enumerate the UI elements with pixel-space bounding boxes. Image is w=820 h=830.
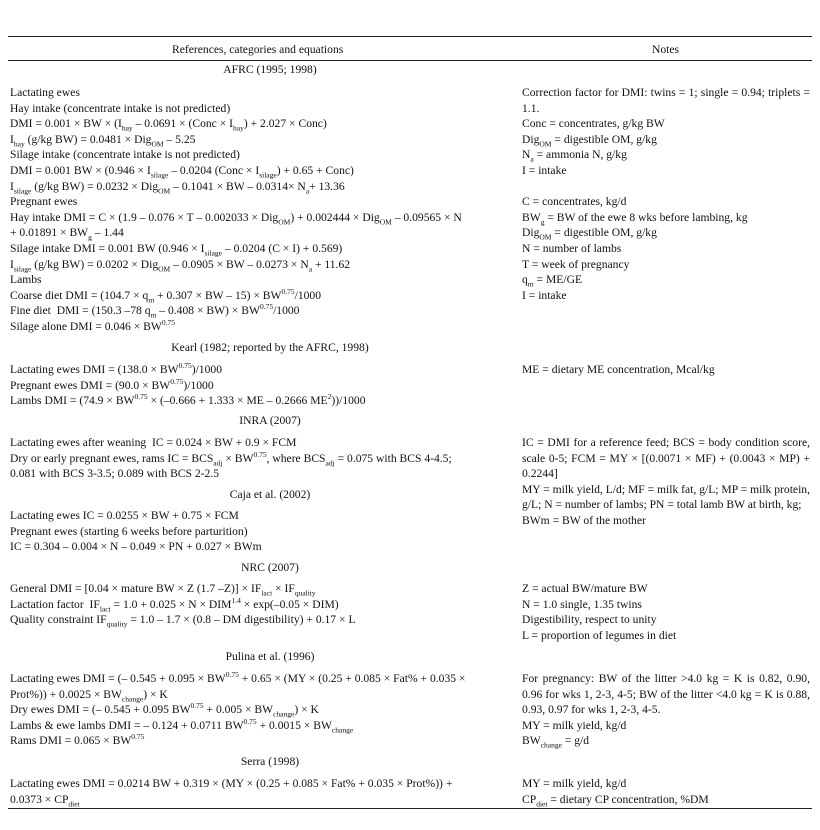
column-header-notes: Notes xyxy=(652,43,680,56)
section-title-kearl: Kearl (1982; reported by the AFRC, 1998) xyxy=(171,341,369,354)
section-nrc-equations xyxy=(10,581,518,628)
section-afrc-notes xyxy=(522,85,810,303)
text-line: DMI = 0.001 BW × ($0.946 \times I_{silage} - 0.0204$ (Conc × $I_{silage}) + 0.65$ + Conc) xyxy=(10,163,354,180)
text-line: N = 1.0 single, 1.35 twins xyxy=(522,597,642,611)
text-line: Conc = concentrates, g/kg BW xyxy=(522,117,665,131)
text-line xyxy=(522,101,810,117)
header-rule xyxy=(8,60,812,61)
text-line: $N_a$ = ammonia N, g/kg xyxy=(522,148,627,164)
text-line: $I_{silage}$ (g/kg BW) = 0.0202 × Dig$_{OM}$ – 0.0905 × BW – $0.0273 \times N_a + 11.62$ xyxy=(10,257,351,273)
section-nrc-notes xyxy=(522,581,810,643)
note-paragraph: BWm = BW of the mother xyxy=(522,513,646,527)
text-line: I = intake xyxy=(522,163,567,177)
text-line: Z = actual BW/mature BW xyxy=(522,582,648,595)
text-line: L = proportion of legumes in diet xyxy=(522,628,677,642)
text-line: Lambs DMI = ($74.9 \times BW^{0.75} \times (-0.666 + 1.333$ × ME – 0.2666 $ME^2))/1000$ xyxy=(10,392,366,408)
text-line: + $0.01891 \times BW_g - 1.44$ xyxy=(10,226,124,242)
section-inra-equations xyxy=(10,435,518,482)
text-line: Prot%)) + $0.0025 \times BW_{change}) \times K$ xyxy=(10,687,168,703)
section-title-nrc: NRC (2007) xyxy=(241,561,299,574)
text-line: Quality constraint $IF_{quality} = 1.0 - 1.7 \times (0.8$ – DM digestibility) + 0.17 × L xyxy=(10,613,356,629)
section-inra-notes xyxy=(522,435,810,529)
note-paragraph: MY = milk yield, L/d; MF = milk fat, g/L; MP = milk protein, g/L; N = number of lambs; PN = total lamb BW at birth, kg; xyxy=(522,482,810,512)
text-line: Pregnant ewes xyxy=(10,195,78,209)
text-line: Coarse diet DMI = ($104.7 \times q_m + 0.307$ × BW – $15) \times BW^{0.75}/1000$ xyxy=(10,286,322,305)
text-line: T = week of pregnancy xyxy=(522,257,630,271)
section-title-pulina: Pulina et al. (1996) xyxy=(225,650,315,663)
text-line: C = concentrates, kg/d xyxy=(522,195,627,209)
text-line: General DMI = [0.04 × mature BW × Z (1.7 $-Z)] \times IF_{lact} \times IF_{quality}$ xyxy=(10,582,316,598)
text-line: 0.081 with BCS 3-3.5; 0.089 with BCS 2-2.5 xyxy=(10,467,220,481)
bottom-rule xyxy=(8,808,812,809)
text-line: Fine diet DMI = (150.3 –78 $q_m - 0.408 \times BW) \times BW^{0.75}/1000$ xyxy=(10,302,300,320)
text-line: Hay intake (concentrate intake is not predicted) xyxy=(10,101,231,115)
column-header-references: References, categories and equations xyxy=(172,43,344,56)
text-line: Lambs & ewe lambs DMI = – 0.124 + 0.0711 $BW^{0.75} + 0.0015 \times BW_{change}$ xyxy=(10,716,354,735)
text-line: Lambs xyxy=(10,273,42,287)
text-line: Pregnant ewes (starting 6 weeks before parturition) xyxy=(10,524,248,538)
note-paragraph: MY = milk yield, kg/d xyxy=(522,718,627,732)
section-afrc-equations xyxy=(10,85,518,335)
text-line: Hay intake DMI = C × (1.9 – 0.076 × T – 0.002033 × Dig$_{OM}$) + 0.002444 × Dig$_{OM}$ – 0.09565 × N xyxy=(10,210,462,227)
text-line: $I_{hay}$ (g/kg BW) = 0.0481 × Dig$_{OM}$ – 5.25 xyxy=(10,132,196,149)
section-kearl-notes xyxy=(522,362,810,378)
section-serra-equations xyxy=(10,776,518,807)
text-line: $0.0373 \times CP_{diet}$ xyxy=(10,792,80,808)
section-pulina-equations xyxy=(10,671,518,749)
text-line: MY = milk yield, kg/d xyxy=(522,777,627,790)
section-pulina-notes xyxy=(522,671,810,749)
section-title-afrc: AFRC (1995; 1998) xyxy=(223,63,317,76)
text-line: Correction factor for DMI: twins = 1; single = 0.94; triplets = 1.1. xyxy=(522,86,810,115)
text-line: Lactating ewes xyxy=(10,86,80,99)
text-line: $I_{silage}$ (g/kg BW) = 0.0232 × Dig$_{OM}$ – 0.1041 × BW – $0.0314\times N_a+ 13.36$ xyxy=(10,179,345,195)
text-line: I = intake xyxy=(522,288,567,302)
text-line: IC = 0.304 – 0.004 × N – 0.049 × PN + 0.027 × BWm xyxy=(10,540,262,554)
text-line: ME = dietary ME concentration, Mcal/kg xyxy=(522,363,715,376)
text-line: Silage alone DMI = $0.046 \times BW^{0.75}$ xyxy=(10,318,175,333)
section-serra-notes xyxy=(522,776,810,807)
text-line: Rams DMI = $0.065 \times BW^{0.75}$ xyxy=(10,732,145,748)
text-line: Dry or early pregnant ewes, rams IC = $BCS_{adj} \times BW^{0.75}$, where $BCS_{adj} = 0.075$ with BCS 4-4.5; xyxy=(10,449,452,467)
text-line: Pregnant ewes DMI = $(90.0 \times BW^{0.75})/1000$ xyxy=(10,376,214,392)
text-line: $CP_{diet}$ = dietary CP concentration, %DM xyxy=(522,792,709,808)
text-line: N = number of lambs xyxy=(522,241,622,255)
text-line: Lactating ewes DMI = (– $0.545 + 0.095 \times BW^{0.75} + 0.65 \times (MY \times (0.25 + 0.085 \times Fat\% + 0.035$ × xyxy=(10,670,466,685)
text-line: $BW_g$ = BW of the ewe 8 wks before lambing, kg xyxy=(522,210,748,227)
section-kearl-equations xyxy=(10,362,518,409)
text-line: Dig$_{OM}$ = digestible OM, g/kg xyxy=(522,132,657,149)
text-line: Dig$_{OM}$ = digestible OM, g/kg xyxy=(522,226,657,242)
text-line: Lactating ewes DMI = $(138.0 \times BW^{0.75})/1000$ xyxy=(10,361,222,376)
text-line: Digestibility, respect to unity xyxy=(522,613,657,627)
text-line: Lactating ewes DMI = 0.0214 BW + 0.319 × (MY × (0.25 + 0.085 × Fat% + 0.035 × Prot%)) + xyxy=(10,777,453,790)
section-title-inra: INRA (2007) xyxy=(239,414,301,427)
section-title-caja: Caja et al. (2002) xyxy=(229,488,311,501)
note-paragraph: IC = DMI for a reference feed; BCS = body condition score, scale 0-5; FCM = MY × [(0.0071 × MF) + (0.0043 × MP) + 0.2244] xyxy=(522,436,810,481)
text-line xyxy=(522,179,810,195)
text-line: Lactating ewes IC = 0.0255 × BW + 0.75 × FCM xyxy=(10,509,239,522)
text-line: DMI = 0.001 × BW × ($I_{hay} - 0.0691$ × (Conc × $I_{hay}) + 2.027$ × Conc) xyxy=(10,117,327,133)
section-caja-equations xyxy=(10,508,518,555)
top-rule xyxy=(8,36,812,37)
text-line: Lactating ewes after weaning IC = 0.024 × BW + 0.9 × FCM xyxy=(10,436,297,449)
text-line: Lactation factor $IF_{lact} = 1.0 + 0.025 \times N \times DIM^{1.4} \times \exp(-0.05 \times DIM)$ xyxy=(10,595,339,613)
text-line: Silage intake DMI = 0.001 BW ($0.946 \times I_{silage} - 0.0204$ (C × I) + 0.569) xyxy=(10,241,343,258)
section-title-serra: Serra (1998) xyxy=(240,755,300,768)
text-line: Silage intake (concentrate intake is not predicted) xyxy=(10,148,240,162)
note-paragraph: For pregnancy: BW of the litter >4.0 kg = K is 0.82, 0.90, 0.96 for wks 1, 2-3, 4-5; BW of the litter <4.0 kg = K is 0.88, 0.93, 0.97 for wks 1, 2-3, 4-5. xyxy=(522,672,810,717)
text-line: $q_m = ME/GE$ xyxy=(522,273,583,289)
note-paragraph: $BW_{change} = g/d$ xyxy=(522,734,590,750)
text-line: Dry ewes DMI = (– 0.545 + 0.095 $BW^{0.75} + 0.005 \times BW_{change}) \times K$ xyxy=(10,701,319,719)
